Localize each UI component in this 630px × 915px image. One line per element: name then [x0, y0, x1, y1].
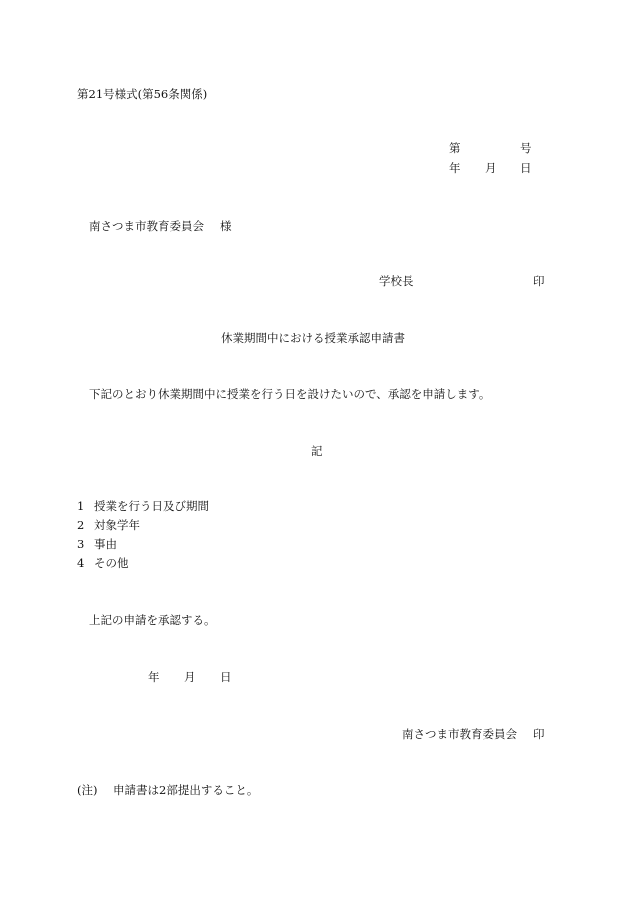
item-list	[77, 499, 209, 575]
applicant-title: 学校長	[379, 274, 414, 288]
approval-date-month: 月	[184, 670, 196, 684]
date-day: 日	[520, 161, 532, 175]
addressee-honorific: 様	[220, 219, 232, 233]
list-item	[77, 556, 209, 575]
applicant-seal: 印	[533, 274, 545, 288]
document-title: 休業期間中における授業承認申請書	[221, 331, 405, 345]
date-year: 年	[449, 161, 461, 175]
item-number: 2	[77, 518, 85, 532]
item-label: その他	[94, 556, 129, 570]
item-label: 事由	[94, 537, 117, 551]
item-label: 対象学年	[94, 518, 140, 532]
form-number: 第21号様式(第56条関係)	[77, 87, 208, 101]
ki-label: 記	[311, 444, 323, 458]
addressee-name: 南さつま市教育委員会	[89, 219, 204, 233]
approval-date-year: 年	[148, 670, 160, 684]
approver-seal: 印	[533, 727, 545, 741]
approval-date-day: 日	[220, 670, 232, 684]
date-month: 月	[485, 161, 497, 175]
body-text: 下記のとおり休業期間中に授業を行う日を設けたいので、承認を申請します。	[89, 387, 491, 401]
doc-number-prefix: 第	[449, 141, 461, 155]
item-number: 1	[77, 499, 85, 513]
approval-text: 上記の申請を承認する。	[89, 613, 216, 627]
item-number: 3	[77, 537, 85, 551]
approver-name: 南さつま市教育委員会	[402, 727, 517, 741]
doc-number-suffix: 号	[520, 141, 532, 155]
list-item	[77, 518, 209, 537]
item-label: 授業を行う日及び期間	[94, 499, 209, 513]
item-number: 4	[77, 556, 85, 570]
note-label: (注)	[77, 783, 98, 797]
list-item	[77, 537, 209, 556]
list-item	[77, 499, 209, 518]
note-text: 申請書は2部提出すること。	[113, 783, 259, 797]
